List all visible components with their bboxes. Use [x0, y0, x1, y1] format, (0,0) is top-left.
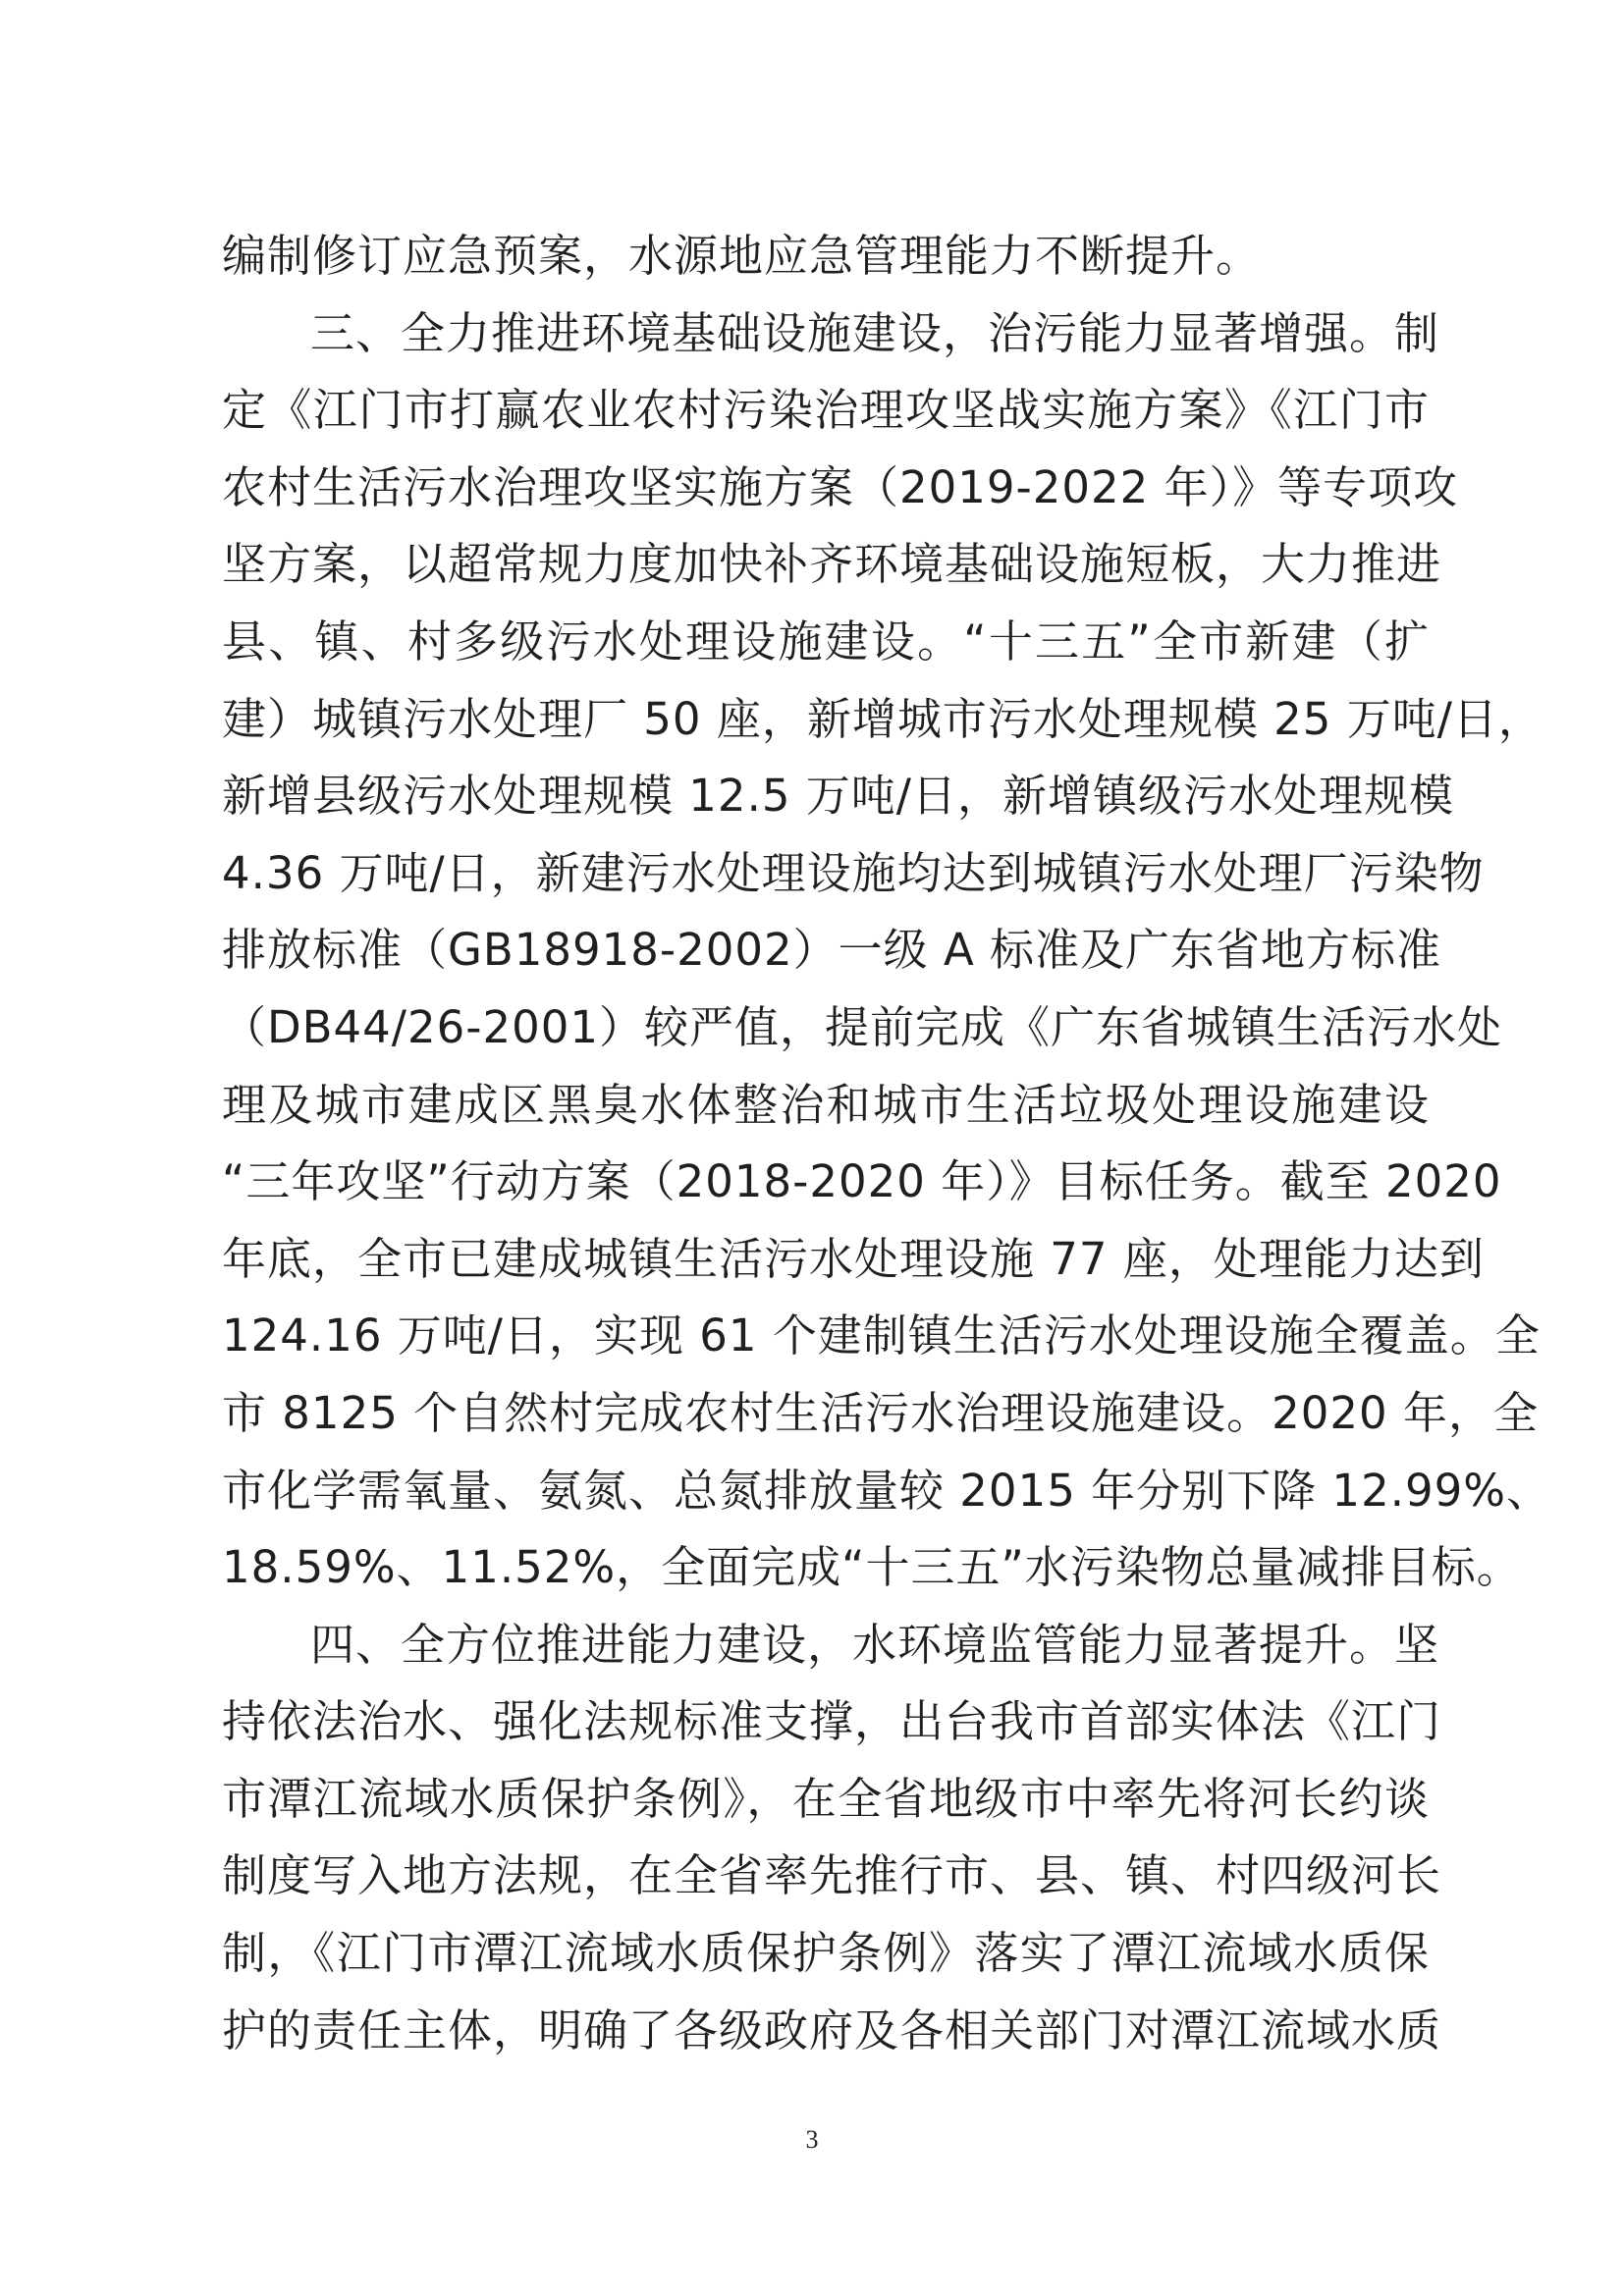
paragraph-three-first-line: 三、全力推进环境基础设施建设，治污能力显著增强。制: [310, 306, 1440, 359]
text-line: （DB44/26-2001）较严值，提前完成《广东省城镇生活污水处: [222, 1000, 1502, 1053]
text-line: 124.16 万吨/日，实现 61 个建制镇生活污水处理设施全覆盖。全: [222, 1309, 1541, 1362]
text-line: 年底，全市已建成城镇生活污水处理设施 77 座，处理能力达到: [222, 1232, 1485, 1285]
text-line: 农村生活污水治理攻坚实施方案（2019-2022 年）》等专项攻: [222, 460, 1459, 513]
text-line: 制，《江门市潭江流域水质保护条例》落实了潭江流域水质保: [222, 1927, 1430, 1980]
text-line: 理及城市建成区黑臭水体整治和城市生活垃圾处理设施建设: [222, 1078, 1430, 1131]
text-line: 市 8125 个自然村完成农村生活污水治理设施建设。2020 年，全: [222, 1386, 1539, 1439]
text-line: 坚方案，以超常规力度加快补齐环境基础设施短板，大力推进: [222, 538, 1442, 591]
text-line: 县、镇、村多级污水处理设施建设。“十三五”全市新建（扩: [222, 614, 1430, 667]
text-line: 18.59%、11.52%，全面完成“十三五”水污染物总量减排目标。: [222, 1541, 1522, 1594]
text-line: 建）城镇污水处理厂 50 座，新增城市污水处理规模 25 万吨/日，: [222, 692, 1543, 745]
text-line: 市化学需氧量、氨氮、总氮排放量较 2015 年分别下降 12.99%、: [222, 1464, 1552, 1517]
text-line: 4.36 万吨/日，新建污水处理设施均达到城镇污水处理厂污染物: [222, 846, 1485, 899]
text-line: 制度写入地方法规，在全省率先推行市、县、镇、村四级河长: [222, 1849, 1442, 1902]
text-line: 市潭江流域水质保护条例》，在全省地级市中率先将河长约谈: [222, 1772, 1430, 1825]
text-line: 编制修订应急预案，水源地应急管理能力不断提升。: [222, 230, 1262, 282]
text-line: 持依法治水、强化法规标准支撑，出台我市首部实体法《江门: [222, 1695, 1442, 1748]
text-line: 定《江门市打赢农业农村污染治理攻坚战实施方案》《江门市: [222, 384, 1430, 437]
text-line: 新增县级污水处理规模 12.5 万吨/日，新增镇级污水处理规模: [222, 770, 1454, 823]
text-line: 护的责任主体，明确了各级政府及各相关部门对潭江流域水质: [222, 2003, 1442, 2056]
text-line: 排放标准（GB18918-2002）一级 A 标准及广东省地方标准: [222, 924, 1442, 977]
text-line: “三年攻坚”行动方案（2018-2020 年）》目标任务。截至 2020: [222, 1155, 1502, 1208]
paragraph-four-first-line: 四、全方位推进能力建设，水环境监管能力显著提升。坚: [310, 1618, 1440, 1671]
document-body: [222, 218, 1552, 2069]
page-number: 3: [805, 2125, 819, 2154]
